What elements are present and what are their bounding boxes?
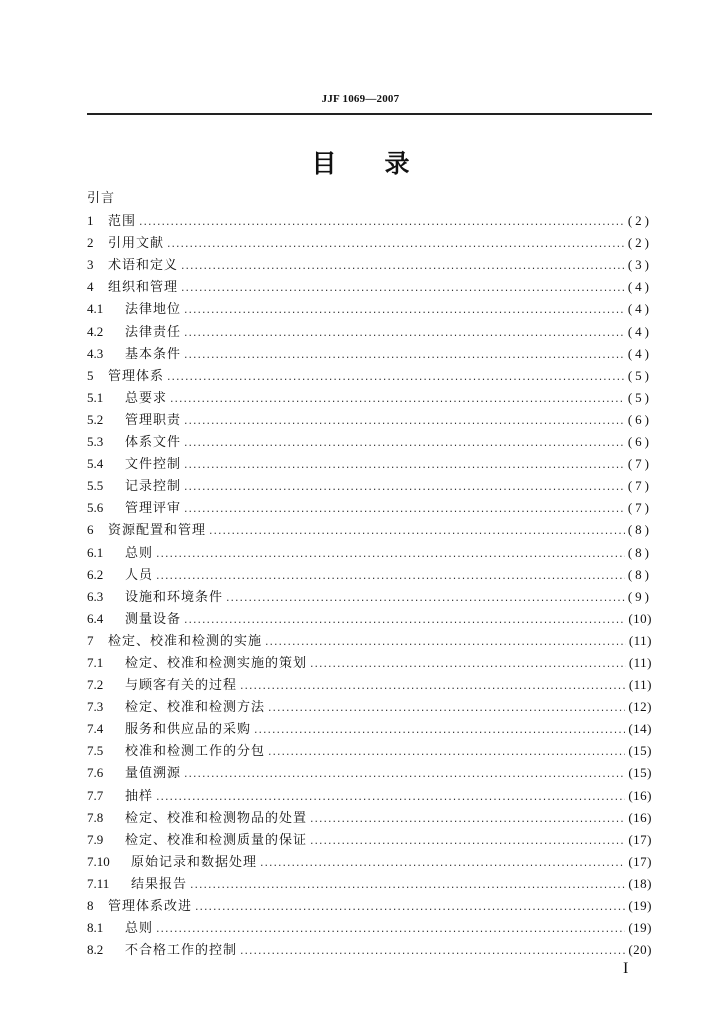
toc-dot-leader <box>184 609 625 631</box>
toc-entry-number: 4.2 <box>87 323 104 339</box>
toc-entry <box>87 475 652 497</box>
toc-entry <box>87 740 652 762</box>
toc-entry <box>87 851 652 873</box>
toc-entry-number: 1 <box>87 213 94 229</box>
toc-dot-leader <box>167 366 625 388</box>
toc-entry-page: (4) <box>627 323 652 339</box>
toc-entry-page: (4) <box>627 279 652 295</box>
toc-entry-page: (12) <box>628 699 652 715</box>
toc-entry <box>87 276 652 298</box>
toc-entry-title: 法律地位 <box>125 302 182 318</box>
toc-dot-leader <box>260 852 625 874</box>
toc-entry <box>87 785 652 807</box>
toc-entry-number: 5.4 <box>87 456 104 472</box>
toc-entry-page: (3) <box>627 257 652 273</box>
toc-entry-page: (9) <box>627 588 652 604</box>
toc-entry-page: (8) <box>627 522 652 538</box>
toc-entry <box>87 674 652 696</box>
toc-entry-page: (15) <box>628 743 652 759</box>
toc-entry-number: 8 <box>87 898 94 913</box>
running-header: JJF 1069—2007 <box>321 93 400 105</box>
toc-entry-number: 4.1 <box>87 301 104 317</box>
toc-entry-title: 总则 <box>125 921 154 937</box>
toc-entry-title: 体系文件 <box>125 435 182 451</box>
toc-entry-page: (18) <box>628 875 652 891</box>
toc-entry-title: 检定、校准和检测方法 <box>125 700 266 716</box>
toc-dot-leader <box>268 697 625 719</box>
toc-entry-page: (19) <box>628 920 652 936</box>
toc-entry-title: 记录控制 <box>125 479 182 495</box>
toc-entry <box>87 762 652 784</box>
toc-dot-leader <box>190 874 625 896</box>
toc-entry <box>87 939 652 961</box>
toc-entry-number: 7.11 <box>87 875 110 891</box>
toc-entry-title: 结果报告 <box>131 876 188 892</box>
toc-entry <box>87 829 652 851</box>
toc-entry <box>87 895 652 917</box>
toc-entry-number: 2 <box>87 235 94 251</box>
toc-entry <box>87 188 652 210</box>
toc-entry-title: 引言 <box>87 191 116 206</box>
toc-entry-title: 资源配置和管理 <box>108 523 207 539</box>
title-char-2: 录 <box>384 149 410 178</box>
toc-entry-title: 检定、校准和检测物品的处置 <box>125 810 308 826</box>
toc-dot-leader <box>167 233 625 255</box>
toc-entry-title: 设施和环境条件 <box>125 589 224 605</box>
header-rule <box>87 113 652 115</box>
toc-entry <box>87 298 652 320</box>
toc-entry <box>87 519 652 541</box>
toc-entry-title: 总则 <box>125 545 154 561</box>
toc-entry <box>87 718 652 740</box>
toc-entry-title: 原始记录和数据处理 <box>131 854 258 870</box>
toc-dot-leader <box>170 388 625 410</box>
toc-dot-leader <box>181 255 625 277</box>
toc-entry-page: (7) <box>627 500 652 516</box>
toc-entry-number: 4 <box>87 279 94 295</box>
toc-dot-leader <box>184 454 625 476</box>
toc-entry <box>87 608 652 630</box>
title-char-1: 目 <box>311 149 337 178</box>
table-of-contents <box>87 188 652 961</box>
toc-entry-page: (20) <box>628 942 652 958</box>
toc-entry <box>87 873 652 895</box>
toc-dot-leader <box>184 476 625 498</box>
toc-dot-leader <box>184 344 625 366</box>
toc-entry-number: 5.1 <box>87 389 104 405</box>
toc-dot-leader <box>195 896 625 918</box>
toc-entry-page: (16) <box>628 787 652 803</box>
toc-entry-number: 7.1 <box>87 654 104 670</box>
toc-dot-leader <box>181 277 625 299</box>
toc-dot-leader <box>184 498 625 520</box>
toc-dot-leader <box>139 211 625 233</box>
toc-entry <box>87 564 652 586</box>
toc-entry <box>87 807 652 829</box>
toc-entry-number: 4.3 <box>87 345 104 361</box>
toc-entry-number: 8.2 <box>87 942 104 958</box>
toc-entry-page: (5) <box>627 367 652 383</box>
toc-entry-title: 校准和检测工作的分包 <box>125 744 266 760</box>
toc-entry-title: 检定、校准和检测实施的策划 <box>125 655 308 671</box>
toc-entry-number: 7.7 <box>87 787 104 803</box>
toc-dot-leader <box>268 741 625 763</box>
toc-entry-title: 组织和管理 <box>108 280 179 296</box>
toc-dot-leader <box>209 520 625 542</box>
toc-entry <box>87 210 652 232</box>
toc-entry <box>87 453 652 475</box>
toc-entry-page: (8) <box>627 566 652 582</box>
toc-entry-title: 管理体系 <box>108 368 165 384</box>
toc-entry <box>87 387 652 409</box>
toc-dot-leader <box>240 940 625 962</box>
toc-entry-title: 检定、校准和检测质量的保证 <box>125 832 308 848</box>
toc-entry-title: 法律责任 <box>125 324 182 340</box>
toc-dot-leader <box>156 918 625 940</box>
toc-entry <box>87 696 652 718</box>
toc-entry-page: (6) <box>627 434 652 450</box>
toc-entry-title: 检定、校准和检测的实施 <box>108 633 263 649</box>
toc-dot-leader <box>184 322 625 344</box>
toc-dot-leader <box>156 786 625 808</box>
toc-dot-leader <box>310 808 625 830</box>
toc-entry-number: 5.6 <box>87 500 104 516</box>
toc-entry-number: 7 <box>87 632 94 648</box>
toc-entry-number: 5 <box>87 367 94 383</box>
toc-dot-leader <box>310 653 626 675</box>
toc-entry-title: 范围 <box>108 214 137 230</box>
toc-entry-page: (14) <box>628 721 652 737</box>
toc-entry-number: 7.3 <box>87 699 104 715</box>
toc-entry-title: 抽样 <box>125 788 154 804</box>
toc-entry-page: (11) <box>628 677 652 693</box>
toc-entry-number: 6.4 <box>87 610 104 626</box>
toc-entry-page: (8) <box>627 544 652 560</box>
page-number: I <box>623 960 629 977</box>
toc-entry-number: 5.2 <box>87 411 104 427</box>
toc-dot-leader <box>184 410 625 432</box>
toc-entry-number: 7.10 <box>87 853 110 869</box>
toc-entry <box>87 365 652 387</box>
toc-entry <box>87 630 652 652</box>
toc-entry-title: 管理体系改进 <box>108 899 193 914</box>
toc-entry-number: 7.4 <box>87 721 104 737</box>
toc-dot-leader <box>156 543 625 565</box>
toc-entry-number: 8.1 <box>87 920 104 936</box>
toc-entry <box>87 343 652 365</box>
toc-entry-title: 人员 <box>125 567 154 583</box>
toc-dot-leader <box>184 432 625 454</box>
toc-entry-page: (5) <box>627 389 652 405</box>
toc-entry-page: (11) <box>628 654 652 670</box>
toc-entry-title: 量值溯源 <box>125 766 182 782</box>
toc-entry-title: 术语和定义 <box>108 258 179 274</box>
toc-entry-number: 6.1 <box>87 544 104 560</box>
toc-entry-page: (15) <box>628 765 652 781</box>
toc-entry-number: 6.2 <box>87 566 104 582</box>
toc-entry-page: (2) <box>627 235 652 251</box>
toc-entry-title: 不合格工作的控制 <box>125 943 238 959</box>
toc-dot-leader <box>184 763 625 785</box>
toc-entry <box>87 497 652 519</box>
toc-entry-number: 6 <box>87 522 94 538</box>
toc-entry-number: 5.5 <box>87 478 104 494</box>
toc-entry <box>87 917 652 939</box>
toc-dot-leader <box>265 631 626 653</box>
toc-entry-number: 7.8 <box>87 809 104 825</box>
toc-entry-page: (19) <box>628 898 652 913</box>
toc-entry-page: (7) <box>627 456 652 472</box>
toc-entry-page: (2) <box>627 213 652 229</box>
toc-entry-title: 与顾客有关的过程 <box>125 678 238 694</box>
toc-entry <box>87 254 652 276</box>
toc-entry <box>87 321 652 343</box>
toc-entry <box>87 431 652 453</box>
toc-entry-title: 文件控制 <box>125 457 182 473</box>
toc-entry-number: 7.9 <box>87 831 104 847</box>
toc-dot-leader <box>254 719 625 741</box>
toc-entry-page: (16) <box>628 809 652 825</box>
toc-entry-title: 服务和供应品的采购 <box>125 722 252 738</box>
toc-entry-title: 管理评审 <box>125 501 182 517</box>
toc-entry-number: 7.6 <box>87 765 104 781</box>
toc-entry-page: (4) <box>627 301 652 317</box>
toc-entry-number: 3 <box>87 257 94 273</box>
toc-entry-number: 7.5 <box>87 743 104 759</box>
toc-entry <box>87 542 652 564</box>
toc-entry-title: 总要求 <box>125 390 168 406</box>
toc-entry-number: 6.3 <box>87 588 104 604</box>
toc-entry-title: 测量设备 <box>125 611 182 627</box>
toc-dot-leader <box>226 587 625 609</box>
toc-entry-number: 7.2 <box>87 677 104 693</box>
toc-dot-leader <box>310 830 625 852</box>
toc-entry-title: 基本条件 <box>125 346 182 362</box>
toc-entry-page: (6) <box>627 411 652 427</box>
toc-entry-page: (17) <box>628 853 652 869</box>
page-title <box>0 144 721 180</box>
toc-entry-page: (7) <box>627 478 652 494</box>
toc-dot-leader <box>184 299 625 321</box>
toc-entry-page: (11) <box>628 632 652 648</box>
toc-entry-number: 5.3 <box>87 434 104 450</box>
toc-dot-leader <box>156 565 625 587</box>
toc-entry <box>87 232 652 254</box>
toc-entry-title: 引用文献 <box>108 236 165 252</box>
toc-entry <box>87 409 652 431</box>
toc-entry-page: (17) <box>628 831 652 847</box>
toc-entry <box>87 652 652 674</box>
toc-entry-title: 管理职责 <box>125 412 182 428</box>
toc-entry-page: (4) <box>627 345 652 361</box>
toc-entry-page: (10) <box>628 610 652 626</box>
toc-dot-leader <box>240 675 626 697</box>
toc-entry <box>87 586 652 608</box>
